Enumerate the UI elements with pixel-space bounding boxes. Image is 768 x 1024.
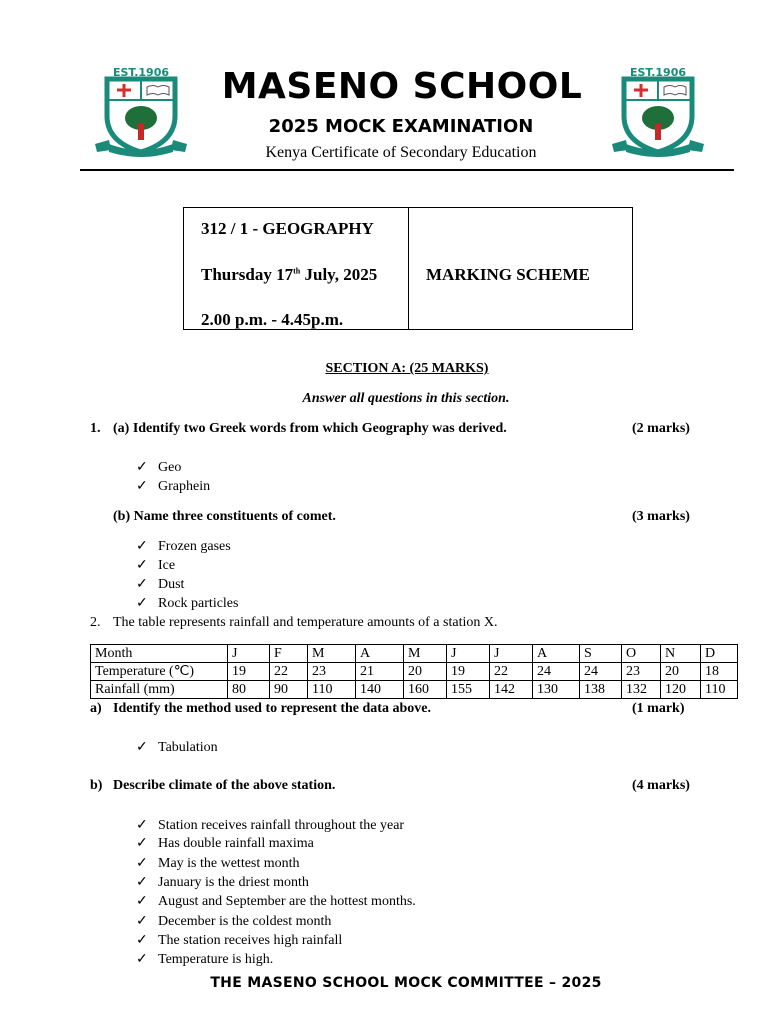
table-cell: A xyxy=(356,645,404,663)
table-cell: 23 xyxy=(308,663,356,681)
table-cell: Month xyxy=(91,645,228,663)
table-cell: O xyxy=(622,645,661,663)
section-title: SECTION A: (25 MARKS) xyxy=(325,361,489,376)
question-2b-label: b) xyxy=(90,778,103,793)
table-cell: 24 xyxy=(533,663,580,681)
footer-committee: THE MASENO SCHOOL MOCK COMMITTEE – 2025 xyxy=(210,975,602,991)
paper-date xyxy=(201,265,377,285)
check-icon: ✓ xyxy=(136,596,148,611)
answer-item: ✓ January is the driest month xyxy=(136,875,309,890)
table-cell: 110 xyxy=(308,681,356,699)
question-2b-marks: (4 marks) xyxy=(632,778,690,793)
date-day: Thursday 17 xyxy=(201,265,294,284)
table-cell: 19 xyxy=(447,663,490,681)
table-cell: J xyxy=(447,645,490,663)
check-icon: ✓ xyxy=(136,539,148,554)
table-cell: S xyxy=(580,645,622,663)
table-cell: 23 xyxy=(622,663,661,681)
paper-code: 312 / 1 - GEOGRAPHY xyxy=(201,219,374,238)
paper-info-box xyxy=(183,207,633,330)
question-1a-text: (a) Identify two Greek words from which Geography was derived. xyxy=(113,421,507,436)
check-icon: ✓ xyxy=(136,818,148,833)
question-1b-marks: (3 marks) xyxy=(632,509,690,524)
section-instruction: Answer all questions in this section. xyxy=(302,391,510,406)
check-icon: ✓ xyxy=(136,577,148,592)
table-cell: 138 xyxy=(580,681,622,699)
answer-item: ✓ Station receives rainfall throughout the year xyxy=(136,818,405,833)
table-cell: 132 xyxy=(622,681,661,699)
crest-motto: EST.1906 xyxy=(629,66,687,79)
table-header-row xyxy=(91,645,738,663)
box-divider xyxy=(408,208,409,329)
answer-item: ✓ Geo xyxy=(136,460,182,475)
certificate-name: Kenya Certificate of Secondary Education xyxy=(265,144,537,161)
check-icon: ✓ xyxy=(136,460,148,475)
date-suffix: th xyxy=(293,266,301,276)
table-cell: J xyxy=(490,645,533,663)
question-1-number: 1. xyxy=(90,421,101,436)
check-icon: ✓ xyxy=(136,952,148,967)
table-cell: 20 xyxy=(404,663,447,681)
check-icon: ✓ xyxy=(136,479,148,494)
check-icon: ✓ xyxy=(136,933,148,948)
paper-time: 2.00 p.m. - 4.45p.m. xyxy=(201,310,344,329)
answer-item: ✓ Ice xyxy=(136,558,176,573)
marking-scheme-label: MARKING SCHEME xyxy=(426,265,590,284)
answer-item: ✓ Graphein xyxy=(136,479,211,494)
table-cell: 22 xyxy=(490,663,533,681)
answer-item: ✓ December is the coldest month xyxy=(136,914,332,929)
question-1b-text: (b) Name three constituents of comet. xyxy=(113,509,336,524)
table-cell: 18 xyxy=(701,663,738,681)
check-icon: ✓ xyxy=(136,836,148,851)
table-cell: 22 xyxy=(270,663,308,681)
table-cell: 110 xyxy=(701,681,738,699)
table-cell: 160 xyxy=(404,681,447,699)
table-cell: 24 xyxy=(580,663,622,681)
question-2-stem: The table represents rainfall and temperature amounts of a station X. xyxy=(113,615,498,630)
check-icon: ✓ xyxy=(136,914,148,929)
table-cell: 21 xyxy=(356,663,404,681)
table-cell: D xyxy=(701,645,738,663)
check-icon: ✓ xyxy=(136,875,148,890)
table-cell: 120 xyxy=(661,681,701,699)
answer-item: ✓ Tabulation xyxy=(136,740,218,755)
question-1a-marks: (2 marks) xyxy=(632,421,690,436)
question-2a-text: Identify the method used to represent the data above. xyxy=(113,701,431,716)
answer-item: ✓ August and September are the hottest months. xyxy=(136,894,416,909)
date-rest: July, 2025 xyxy=(300,265,378,284)
table-cell: M xyxy=(404,645,447,663)
answer-item: ✓ The station receives high rainfall xyxy=(136,933,343,948)
answer-item: ✓ May is the wettest month xyxy=(136,856,300,871)
check-icon: ✓ xyxy=(136,856,148,871)
crest-motto: EST.1906 xyxy=(112,66,170,79)
answer-item: ✓ Rock particles xyxy=(136,596,239,611)
question-2a-label: a) xyxy=(90,701,102,716)
climate-data-table xyxy=(90,644,738,699)
table-cell: F xyxy=(270,645,308,663)
check-icon: ✓ xyxy=(136,558,148,573)
answer-item: ✓ Temperature is high. xyxy=(136,952,274,967)
table-cell: Temperature (℃) xyxy=(91,663,228,681)
question-2-number: 2. xyxy=(90,615,101,630)
question-2b-text: Describe climate of the above station. xyxy=(113,778,336,793)
table-cell: 20 xyxy=(661,663,701,681)
table-cell: M xyxy=(308,645,356,663)
check-icon: ✓ xyxy=(136,894,148,909)
table-cell: N xyxy=(661,645,701,663)
table-cell: 140 xyxy=(356,681,404,699)
header-divider xyxy=(80,169,734,171)
table-cell: 142 xyxy=(490,681,533,699)
table-cell: Rainfall (mm) xyxy=(91,681,228,699)
check-icon: ✓ xyxy=(136,740,148,755)
table-row xyxy=(91,681,738,699)
table-row xyxy=(91,663,738,681)
table-cell: A xyxy=(533,645,580,663)
school-name: MASENO SCHOOL xyxy=(221,66,583,107)
table-cell: J xyxy=(228,645,270,663)
table-cell: 155 xyxy=(447,681,490,699)
answer-item: ✓ Dust xyxy=(136,577,185,592)
table-cell: 90 xyxy=(270,681,308,699)
table-cell: 130 xyxy=(533,681,580,699)
exam-title: 2025 MOCK EXAMINATION xyxy=(268,116,534,137)
answer-item: ✓ Has double rainfall maxima xyxy=(136,836,314,851)
answer-item: ✓ Frozen gases xyxy=(136,539,231,554)
question-2a-marks: (1 mark) xyxy=(632,701,685,716)
table-cell: 19 xyxy=(228,663,270,681)
table-cell: 80 xyxy=(228,681,270,699)
